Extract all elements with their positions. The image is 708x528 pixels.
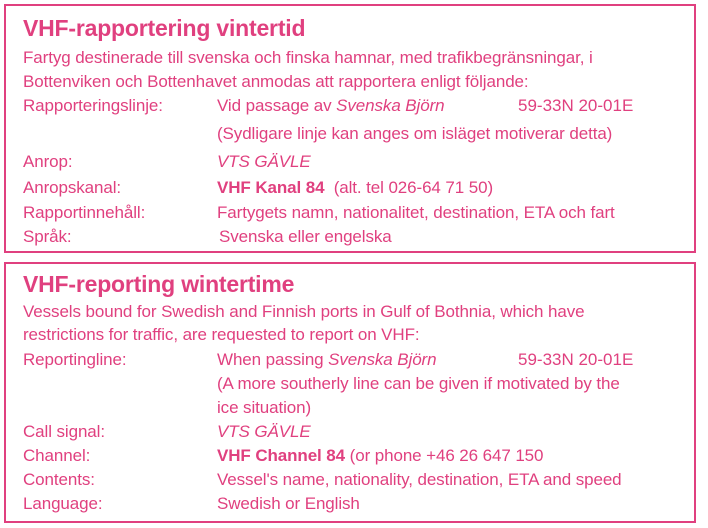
english-intro-line-1: Vessels bound for Swedish and Finnish ports in Gulf of Bothnia, which have [23,302,585,321]
swedish-channel-value [217,178,493,198]
english-content-value: Vessel's name, nationality, destination, ETA and speed [217,470,622,489]
swedish-channel-label: Anropskanal: [23,178,122,197]
swedish-intro-line-1: Fartyg destinerade till svenska och finska hamnar, med trafikbegränsningar, i [23,48,593,67]
swedish-language-label: Språk: [23,227,72,246]
english-call-sign: VTS GÄVLE [217,422,311,441]
swedish-intro-line-2: Bottenviken och Bottenhavet anmodas att rapportera enligt följande: [23,72,529,91]
swedish-line-note: (Sydligare linje kan anges om isläget motiverar detta) [217,124,613,143]
swedish-notice-box [4,4,696,253]
swedish-content-label: Rapportinnehåll: [23,203,146,222]
swedish-channel-rest: (alt. tel 026-64 71 50) [324,178,493,197]
english-language-value: Swedish or English [217,494,360,513]
swedish-line-coordinate: 59-33N 20-01E [518,96,634,115]
swedish-line-label: Rapporteringslinje: [23,96,163,115]
english-channel-value [217,446,543,466]
english-line-prefix: When passing [217,350,329,369]
english-intro-line-2: restrictions for traffic, are requested to report on VHF: [23,325,420,344]
english-line-coordinate: 59-33N 20-01E [518,350,634,369]
english-line-note-1: (A more southerly line can be given if motivated by the [217,374,620,393]
swedish-call-label: Anrop: [23,152,73,171]
swedish-line-place: Svenska Björn [336,96,445,115]
english-line-label: Reportingline: [23,350,127,369]
swedish-channel-bold: VHF Kanal 84 [217,178,325,197]
english-line-value [217,350,436,370]
swedish-call-value [217,152,311,172]
english-language-label: Language: [23,494,103,513]
swedish-title: VHF-rapportering vintertid [23,15,306,41]
english-channel-label: Channel: [23,446,91,465]
english-call-label: Call signal: [23,422,105,441]
english-line-note-2: ice situation) [217,398,312,417]
english-call-value [217,422,311,442]
swedish-language-value: Svenska eller engelska [219,227,392,246]
english-notice-box [4,262,696,523]
english-channel-rest: (or phone +46 26 647 150 [345,446,544,465]
swedish-content-value: Fartygets namn, nationalitet, destination, ETA och fart [217,203,615,222]
english-content-label: Contents: [23,470,95,489]
english-title: VHF-reporting wintertime [23,271,295,297]
swedish-line-value [217,96,444,116]
swedish-line-prefix: Vid passage av [217,96,337,115]
english-channel-bold: VHF Channel 84 [217,446,346,465]
english-line-place: Svenska Björn [328,350,437,369]
swedish-call-sign: VTS GÄVLE [217,152,311,171]
